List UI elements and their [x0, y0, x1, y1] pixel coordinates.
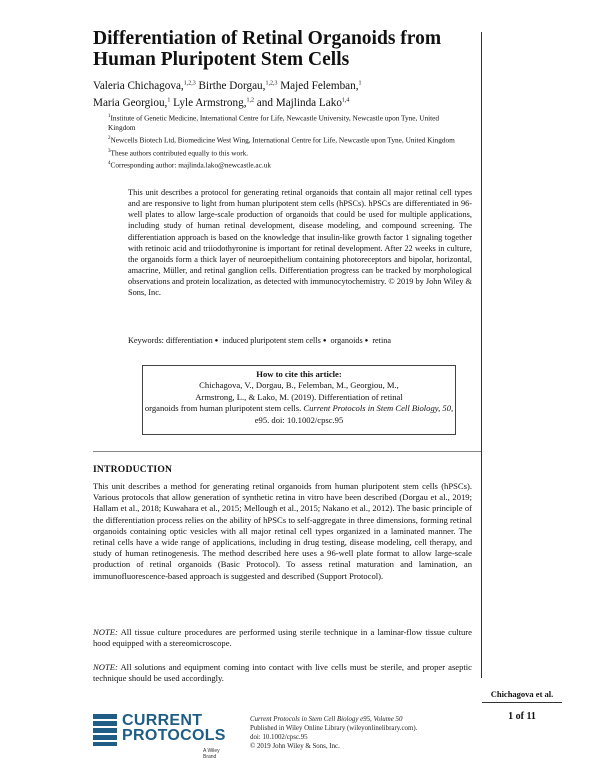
note-label: NOTE:	[93, 627, 118, 637]
logo-text: CURRENT	[122, 712, 203, 729]
page-number: 1 of 11	[508, 711, 536, 722]
journal-publisher: Published in Wiley Online Library (wileyonlinelibrary.com).	[250, 725, 418, 732]
affiliation: $^1$Institute of Genetic Medicine, International Centre for Life, Newcastle University, Newcastle upon Tyne, United Kingdom	[108, 113, 440, 133]
keyword: organoids	[330, 336, 363, 345]
affiliation: $^3$These authors contributed equally to this work.	[108, 148, 249, 158]
keyword: differentiation	[165, 336, 213, 345]
author: Majed Felemban,$^1$	[280, 79, 362, 92]
logo-bars-icon	[93, 714, 119, 746]
citation-line: organoids from human pluripotent stem cells. Current Protocols in Stem Cell Biology, 50, e95. doi: 10.1002/cpsc.95	[144, 403, 454, 425]
keywords: Keywords: differentiation ● induced pluripotent stem cells ● organoids ● retina	[128, 336, 391, 345]
page-rule	[482, 702, 562, 703]
author: and Majlinda Lako$^{1,4}$	[256, 97, 350, 110]
intro-paragraph: This unit describes a method for generating retinal organoids from human pluripotent stem cells (hPSCs). Various protocols that allow generation of synthetic retina in vitro have been described (Dorgau et al., 2019; Hallam et al., 2018; Kuwahara et al., 2015; Mellough et al., 2015; Nakano et al., 2012). The basic principle of the differentiation process relies on the ability of hPSCs to self-aggregate in three dimensions, forming retinal organoids containing optic vesicles with all major retinal cell types organized in a laminated manner. The retinal cells have a wide range of applications, including in drug testing, disease modeling, cell therapy, and study of human retinogenesis. The method described here uses a 96-well plate format to allow large-scale production of retinal organoids (Basic Protocol). To assess retinal maturation and lamination, an immunofluorescence-based approach is suggested and described (Support Protocol).	[93, 481, 472, 581]
keywords-label: Keywords:	[128, 336, 164, 345]
affiliations	[108, 112, 468, 172]
author: Maria Georgiou,$^1$	[93, 97, 171, 110]
article-title: Differentiation of Retinal Organoids from Human Pluripotent Stem Cells	[93, 28, 442, 70]
running-head: Chichagova et al.	[490, 689, 554, 699]
note-paragraph: NOTE: All solutions and equipment coming into contact with live cells must be sterile, and proper aseptic technique should be used accordingly.	[93, 662, 472, 684]
abstract: This unit describes a protocol for generating retinal organoids that contain all major retinal cell types and are responsive to light from human pluripotent stem cells (hPSCs). hPSCs are differentiated in 96-well plates to allow large-scale production of organoids that could be used for multiple applications, including study of human retinal development, disease modeling, and compound screening. The differentiation approach is based on the knowledge that insulin-like growth factor 1 signaling together with retinoic acid and triiodothyronine is important for retinal development. After 22 weeks in culture, the organoids form a thick layer of neuroepithelium containing photoreceptors and bipolar, horizontal, amacrine, Müller, and retinal ganglion cells. Differentiation progress can be tracked by morphological observations and protein localization, as detected with immunocytochemistry. © 2019 by John Wiley & Sons, Inc.	[128, 188, 472, 298]
section-divider	[93, 451, 481, 452]
logo-text: PROTOCOLS	[122, 727, 226, 744]
affiliation: $^4$Corresponding author: majlinda.lako@newcastle.ac.uk	[108, 160, 272, 170]
author: Valeria Chichagova,$^{1,2,3}$	[93, 79, 196, 92]
affiliation: $^2$Newcells Biotech Ltd, Biomedicine West Wing, International Centre for Life, Newcastle upon Tyne, United Kingdom	[108, 135, 455, 145]
note-paragraph: NOTE: All tissue culture procedures are performed using sterile technique in a laminar-flow tissue culture hood equipped with a stereomicroscope.	[93, 627, 472, 649]
author: Lyle Armstrong,$^{1,2}$	[173, 97, 254, 110]
current-protocols-logo	[93, 712, 233, 760]
citation-line: Chichagova, V., Dorgau, B., Felemban, M., Georgiou, M.,	[199, 380, 399, 391]
citation-box	[142, 365, 456, 435]
author: Birthe Dorgau,$^{1,2,3}$	[198, 79, 278, 92]
citation-heading: How to cite this article:	[256, 369, 342, 379]
author-list	[93, 76, 488, 111]
margin-rule	[481, 32, 482, 678]
keyword: retina	[372, 336, 391, 345]
keyword: induced pluripotent stem cells	[222, 336, 321, 345]
logo-badge: A Wiley Brand	[203, 748, 220, 760]
journal-info	[250, 715, 480, 751]
journal-citation: Current Protocols in Stem Cell Biology e95, Volume 50	[250, 716, 403, 723]
citation-journal: Current Protocols in Stem Cell Biology, 50,	[303, 403, 454, 414]
intro-heading: INTRODUCTION	[93, 464, 173, 475]
note-label: NOTE:	[93, 662, 118, 672]
journal-doi: doi: 10.1002/cpsc.95	[250, 734, 308, 741]
citation-line: Armstrong, L., & Lako, M. (2019). Differentiation of retinal	[195, 391, 403, 402]
journal-copyright: © 2019 John Wiley & Sons, Inc.	[250, 743, 340, 750]
